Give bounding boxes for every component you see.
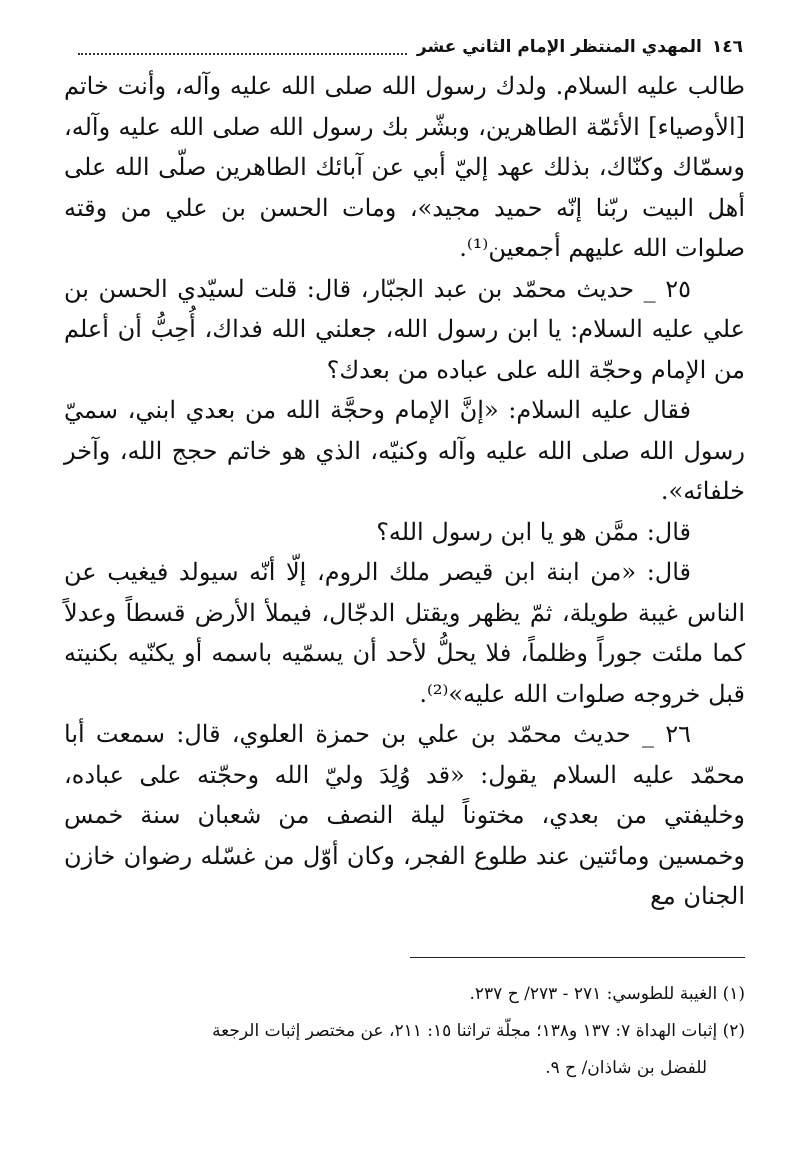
footnote-2: (٢) إثبات الهداة ٧: ١٣٧ و١٣٨؛ مجلّة تراثنا ١٥: ٢١١، عن مختصر إثبات الرجعة	[212, 1021, 745, 1041]
paragraph-continuation: طالب عليه السلام. ولدك رسول الله صلى الله عليه وآله، وأنت خاتم [الأوصياء] الأئمّة الطاهرين، وبشّر بك رسول الله صلى الله عليه وآله، وسمّاك وكنّاك، بذلك عهد إليّ أبي عن آبائك الطاهرين صلّى الله على أهل البيت ربّنا إنّه حميد مجيد»، ومات الحسن بن علي من وقته صلوات الله عليهم أجمعين⁽¹⁾.	[64, 72, 745, 262]
footnotes	[64, 976, 745, 1087]
body-text	[64, 66, 745, 917]
paragraph-imam-answer: فقال عليه السلام: «إنَّ الإمام وحجَّة الله من بعدي ابني، سميّ رسول الله صلى الله عليه وآله وكنيّه، الذي هو خاتم حجج الله، وآخر خلفائه».	[64, 396, 745, 505]
paragraph-imam-reply: قال: «من ابنة ابن قيصر ملك الروم، إلّا أنّه سيولد فيغيب عن الناس غيبة طويلة، ثمّ يظهر ويقتل الدجّال، فيملأ الأرض قسطاً وعدلاً كما ملئت جوراً وظلماً، فلا يحلُّ لأحد أن يسمّيه باسمه أو يكنّيه بكنيته قبل خروجه صلوات الله عليه»⁽²⁾.	[64, 558, 745, 708]
paragraph-hadith-26: ٢٦ _ حديث محمّد بن علي بن حمزة العلوي، قال: سمعت أبا محمّد عليه السلام يقول: «قد وُلِدَ وليّ الله وحجّته على عباده، وخليفتي من بعدي، مختوناً ليلة النصف من شعبان سنة خمس وخمسين ومائتين عند طلوع الفجر، وكان أوّل من غسّله رضوان خازن الجنان مع	[64, 720, 745, 910]
footnote-separator	[410, 957, 745, 958]
footnote-2-continuation: للفضل بن شاذان/ ح ٩.	[545, 1058, 707, 1078]
paragraph-question: قال: ممَّن هو يا ابن رسول الله؟	[376, 517, 691, 546]
running-header	[68, 30, 743, 64]
paragraph-hadith-25: ٢٥ _ حديث محمّد بن عبد الجبّار، قال: قلت لسيّدي الحسن بن علي عليه السلام: يا ابن رسول الله، جعلني الله فداك، أُحِبُّ أن أعلم من الإمام وحجّة الله على عباده من بعدك؟	[64, 274, 745, 384]
page-number: ١٤٦	[711, 37, 743, 57]
header-leader-dots	[78, 51, 407, 55]
footnote-1: (١) الغيبة للطوسي: ٢٧١ - ٢٧٣/ ح ٢٣٧.	[469, 984, 745, 1004]
running-title: المهدي المنتظر الإمام الثاني عشر	[416, 37, 702, 57]
